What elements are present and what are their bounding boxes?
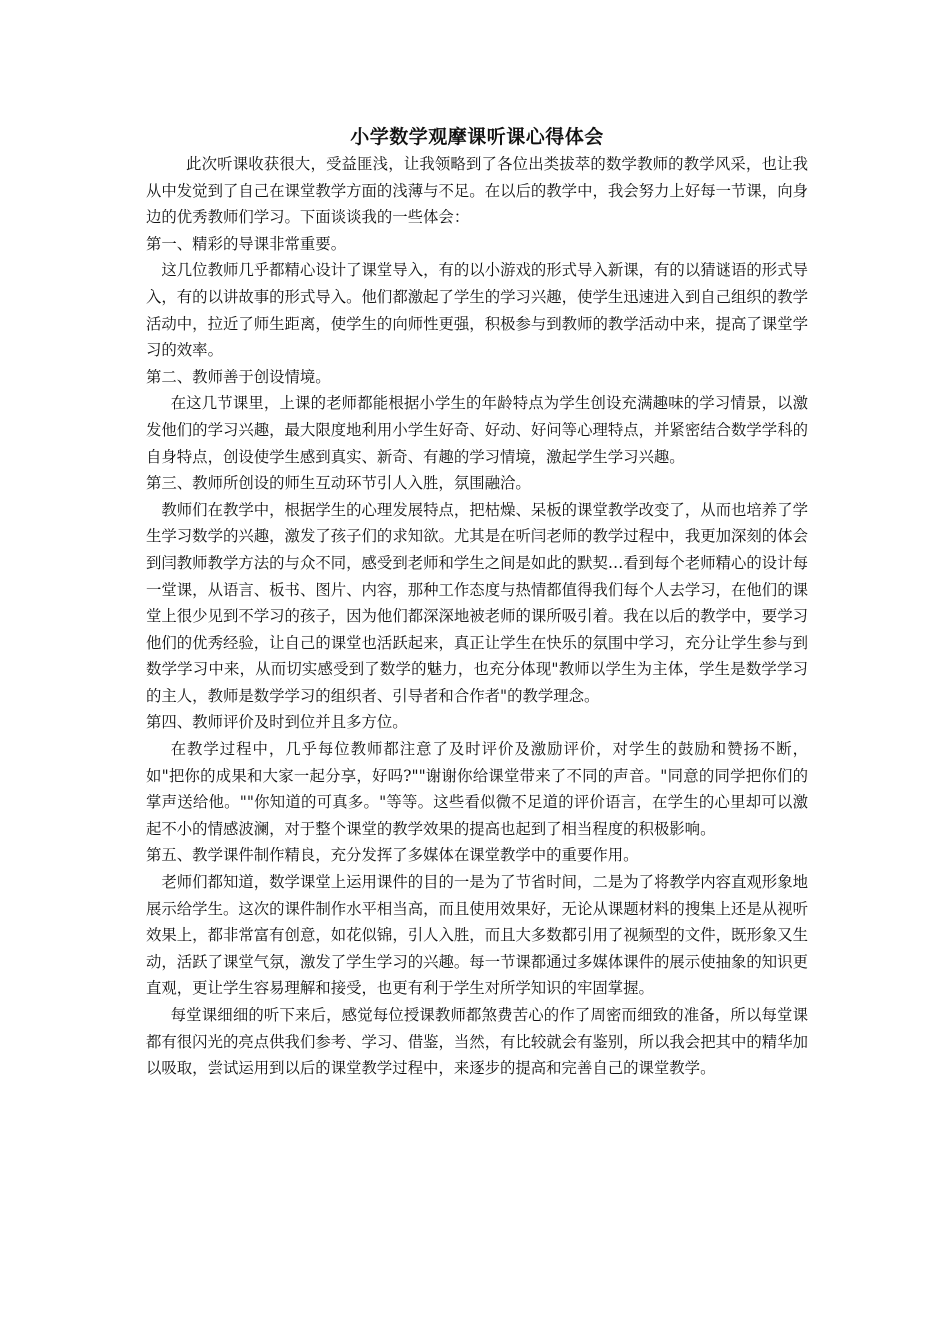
section-4-heading: 第四、教师评价及时到位并且多方位。 [146,713,408,732]
section-4-body: 在教学过程中，几乎每位教师都注意了及时评价及激励评价，对学生的鼓励和赞扬不断，如"把你的成果和大家一起分享，好吗?""谢谢你给课堂带来了不同的声音。"同意的同学把你们的掌声送给他。""你知道的可真多。"等等。这些看似微不足道的评价语言，在学生的心里却可以激起不小的情感波澜，对于整个课堂的教学效果的提高也起到了相当程度的积极影响。 [146,740,808,838]
section-2-body: 在这几节课里，上课的老师都能根据小学生的年龄特点为学生创设充满趣味的学习情景，以激发他们的学习兴趣，最大限度地利用小学生好奇、好动、好问等心理特点，并紧密结合数学学科的自身特点，创设使学生感到真实、新奇、有趣的学习情境，激起学生学习兴趣。 [146,394,808,466]
section-3-heading: 第三、教师所创设的师生互动环节引人入胜，氛围融洽。 [146,474,531,493]
section-5-heading: 第五、教学课件制作精良，充分发挥了多媒体在课堂教学中的重要作用。 [146,846,639,865]
intro-paragraph: 此次听课收获很大，受益匪浅，让我领略到了各位出类拔萃的数学教师的教学风采，也让我从中发觉到了自己在课堂教学方面的浅薄与不足。在以后的教学中，我会努力上好每一节课，向身边的优秀教师们学习。下面谈谈我的一些体会： [146,155,808,227]
section-5-body: 老师们都知道，数学课堂上运用课件的目的一是为了节省时间，二是为了将教学内容直观形象地展示给学生。这次的课件制作水平相当高，而且使用效果好，无论从课题材料的搜集上还是从视听效果上，都非常富有创意，如花似锦，引人入胜，而且大多数都引用了视频型的文件，既形象又生动，活跃了课堂气氛，激发了学生学习的兴趣。每一节课都通过多媒体课件的展示使抽象的知识更直观，更让学生容易理解和接受，也更有利于学生对所学知识的牢固掌握。 [146,873,808,998]
section-1-heading: 第一、精彩的导课非常重要。 [146,234,347,253]
document-title: 小学数学观摩课听课心得体会 [350,126,604,148]
conclusion-paragraph: 每堂课细细的听下来后，感觉每位授课教师都煞费苦心的作了周密而细致的准备，所以每堂课都有很闪光的亮点供我们参考、学习、借鉴，当然，有比较就会有鉴别，所以我会把其中的精华加以吸取，尝试运用到以后的课堂教学过程中，来逐步的提高和完善自己的课堂教学。 [146,1006,808,1078]
section-1-body: 这几位教师几乎都精心设计了课堂导入，有的以小游戏的形式导入新课，有的以猜谜语的形式导入，有的以讲故事的形式导入。他们都激起了学生的学习兴趣，使学生迅速进入到自己组织的教学活动中，拉近了师生距离，使学生的向师性更强，积极参与到教师的教学活动中来，提高了课堂学习的效率。 [146,261,808,360]
section-2-heading: 第二、教师善于创设情境。 [146,367,331,386]
document-page [146,123,808,1082]
section-3-body: 教师们在教学中，根据学生的心理发展特点，把枯燥、呆板的课堂教学改变了，从而也培养了学生学习数学的兴趣，激发了孩子们的求知欲。尤其是在听闫老师的教学过程中，我更加深刻的体会到闫教师教学方法的与众不同，感受到老师和学生之间是如此的默契…看到每个老师精心的设计每一堂课，从语言、板书、图片、内容，那种工作态度与热情都值得我们每个人去学习，在他们的课堂上很少见到不学习的孩子，因为他们都深深地被老师的课所吸引着。我在以后的教学中，要学习他们的优秀经验，让自己的课堂也活跃起来，真正让学生在快乐的氛围中学习，充分让学生参与到数学学习中来，从而切实感受到了数学的魅力，也充分体现"教师以学生为主体，学生是数学学习的主人，教师是数学学习的组织者、引导者和合作者"的教学理念。 [146,500,808,705]
